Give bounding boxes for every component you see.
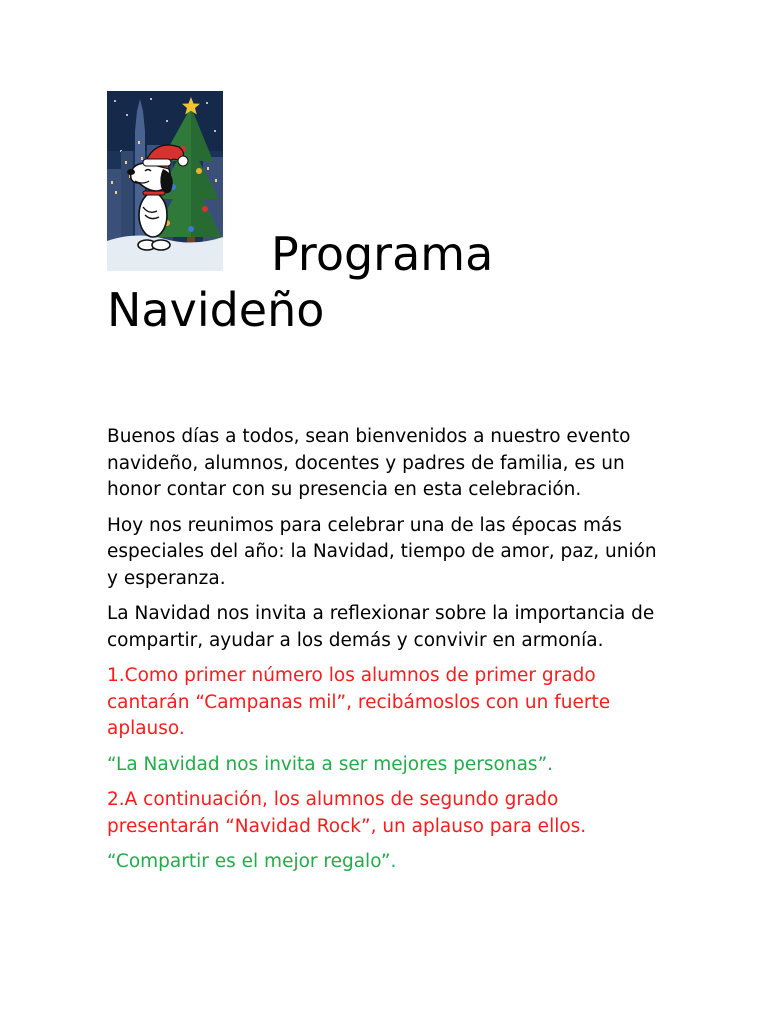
intro-paragraph: Hoy nos reunimos para celebrar una de las épocas más especiales del año: la Navidad, tiempo de amor, paz, unión y esperanza. bbox=[107, 514, 657, 589]
title-line-2: Navideño bbox=[107, 283, 325, 337]
quote-1: “La Navidad nos invita a ser mejores personas”. bbox=[107, 753, 554, 775]
document-body bbox=[107, 424, 667, 885]
program-item-1: 1.Como primer número los alumnos de primer grado cantarán “Campanas mil”, recibámoslos con un fuerte aplauso. bbox=[107, 665, 611, 739]
quote-2: “Compartir es el mejor regalo”. bbox=[107, 851, 397, 872]
program-item-2: 2.A continuación, los alumnos de segundo grado presentarán “Navidad Rock”, un aplauso para ellos. bbox=[107, 789, 587, 837]
title-line-1: Programa bbox=[271, 227, 494, 281]
welcome-paragraph: Buenos días a todos, sean bienvenidos a nuestro evento navideño, alumnos, docentes y padres de familia, es un honor contar con su presencia en esta celebración. bbox=[107, 426, 631, 500]
document-title bbox=[107, 226, 667, 338]
reflection-paragraph: La Navidad nos invita a reflexionar sobre la importancia de compartir, ayudar a los demás y convivir en armonía. bbox=[107, 603, 655, 651]
